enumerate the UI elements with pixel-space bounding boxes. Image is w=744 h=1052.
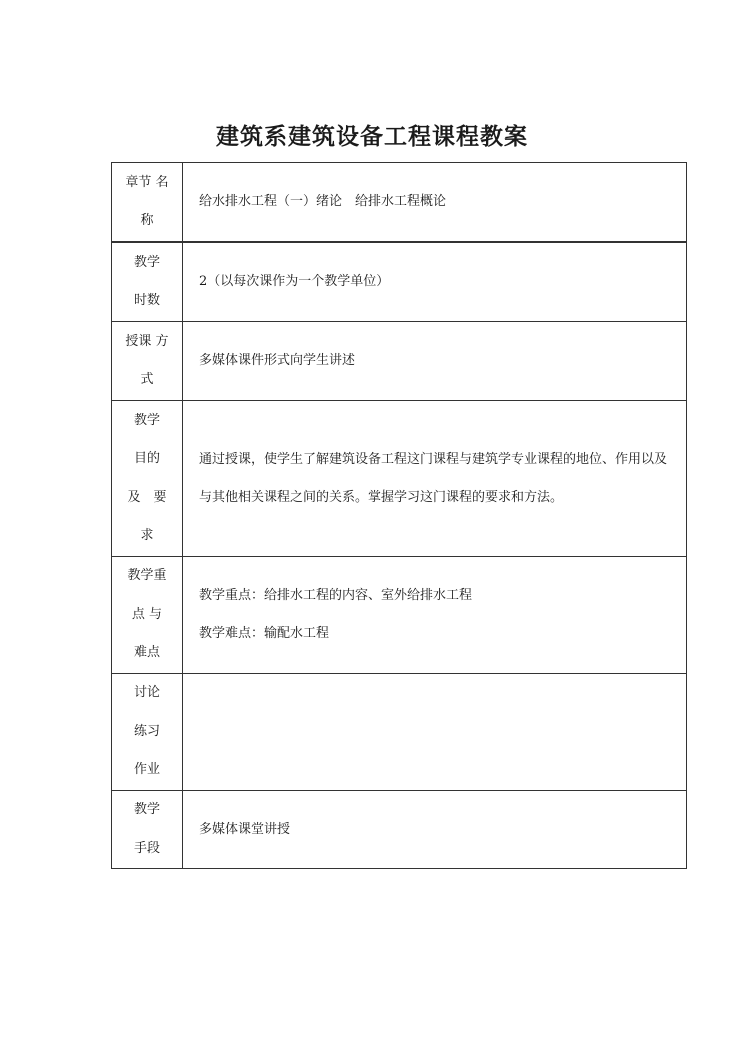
table-row: [112, 163, 687, 243]
row-content: [183, 401, 687, 557]
table-row: [112, 674, 687, 791]
table-row: [112, 401, 687, 557]
row-content: [183, 242, 687, 322]
row-label: [112, 242, 183, 322]
teaching-hours: 2（以每次课作为一个教学单位）: [199, 274, 390, 289]
page-title: 建筑系建筑设备工程课程教案: [216, 123, 528, 150]
row-content: [183, 557, 687, 674]
chapter-name: 给水排水工程（一）绪论 给排水工程概论: [199, 194, 447, 209]
label-line: 称: [140, 213, 154, 228]
label-line: 手段: [133, 840, 160, 856]
row-content: [183, 791, 687, 869]
label-line: 作业: [133, 762, 160, 778]
row-content: [183, 163, 687, 243]
table-row: [112, 242, 687, 322]
table-row: [112, 557, 687, 674]
difficult-points: 教学难点：输配水工程: [199, 626, 330, 641]
teaching-method: 多媒体课件形式向学生讲述: [199, 353, 356, 368]
row-label: [112, 322, 183, 401]
row-label: [112, 674, 183, 791]
label-line: 教学: [133, 412, 160, 428]
label-line: 章节 名: [125, 174, 169, 190]
row-label: [112, 401, 183, 557]
row-content-empty: [183, 674, 687, 791]
row-label: [112, 163, 183, 243]
label-line: 目的: [133, 451, 160, 466]
label-line: 点 与: [131, 606, 163, 622]
teaching-means: 多媒体课堂讲授: [199, 821, 291, 837]
label-line: 讨论: [133, 685, 160, 701]
table-row: [112, 322, 687, 401]
label-line: 教学重: [127, 568, 167, 584]
teaching-objectives: 通过授课，使学生了解建筑设备工程这门课程与建筑学专业课程的地位、作用以及与其他相关课程之间的关系。掌握学习这门课程的要求和方法。: [199, 451, 668, 505]
key-points: 教学重点：给排水工程的内容、室外给排水工程: [199, 588, 473, 603]
label-line: 式: [140, 372, 154, 387]
row-label: [112, 557, 183, 674]
table-row: [112, 791, 687, 869]
lesson-plan-table: [111, 162, 687, 869]
label-line: 练习: [133, 723, 160, 739]
label-line: 教学: [133, 254, 160, 270]
label-line: 授课 方: [125, 333, 169, 349]
label-line: 难点: [133, 645, 160, 661]
row-content: [183, 322, 687, 401]
label-line: 求: [140, 528, 154, 543]
label-line: 时数: [133, 293, 160, 308]
row-label: [112, 791, 183, 869]
label-line: 教学: [133, 802, 160, 817]
label-line: 及 要: [127, 489, 167, 505]
